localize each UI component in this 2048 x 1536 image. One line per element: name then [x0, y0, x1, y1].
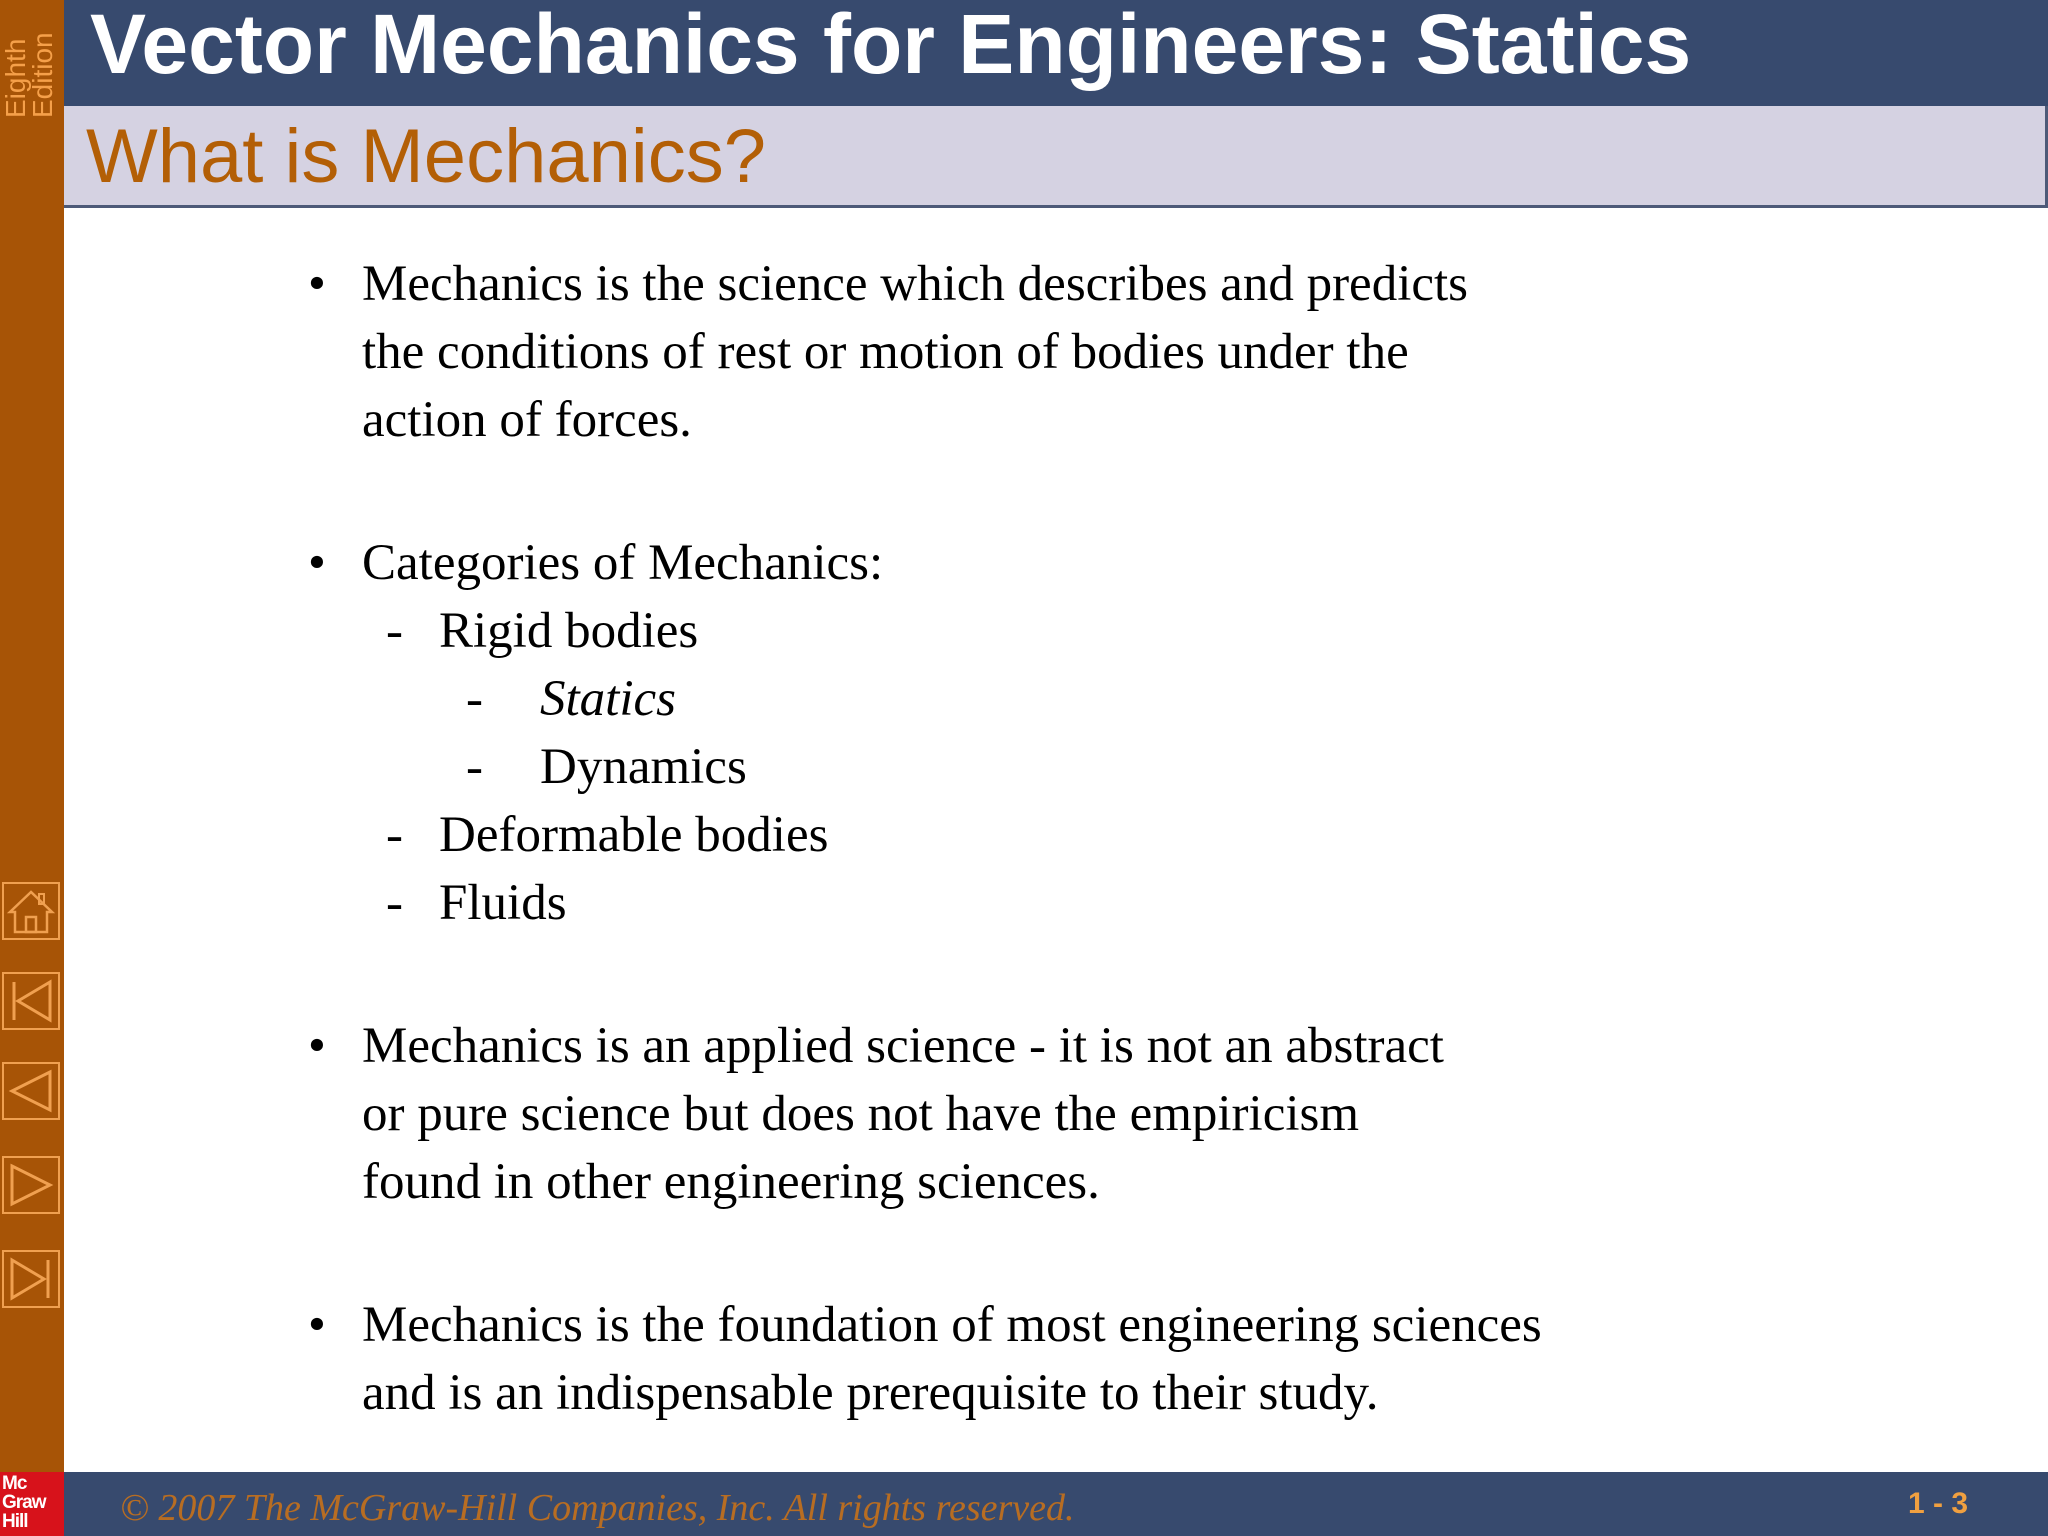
bullet-line: Mechanics is an applied science - it is not an abstract [362, 1018, 1444, 1074]
bullet-line: and is an indispensable prerequisite to their study. [362, 1365, 1379, 1421]
next-slide-button[interactable] [2, 1156, 60, 1214]
bullet-foundation [300, 1291, 1800, 1427]
category-rigid-bodies [300, 597, 1800, 665]
left-sidebar [0, 0, 64, 1536]
dash-marker: - [386, 807, 403, 863]
course-title: Vector Mechanics for Engineers: Statics [90, 0, 1692, 91]
edition-label [0, 0, 64, 120]
last-slide-button[interactable] [2, 1250, 60, 1308]
dash-marker: - [466, 671, 483, 727]
home-icon [4, 884, 58, 938]
previous-slide-icon [4, 1064, 58, 1118]
bullet-marker: • [308, 1018, 326, 1074]
copyright-notice: © 2007 The McGraw-Hill Companies, Inc. All rights reserved. [120, 1487, 1075, 1529]
bullet-marker: • [308, 256, 326, 312]
bullet-line: action of forces. [362, 392, 692, 448]
category-label: Fluids [439, 875, 567, 931]
bullet-line: found in other engineering sciences. [362, 1154, 1100, 1210]
category-label: Dynamics [540, 739, 747, 795]
category-statics [300, 665, 1800, 733]
category-label: Statics [540, 671, 676, 727]
slide-title: What is Mechanics? [86, 114, 767, 199]
home-button[interactable] [2, 882, 60, 940]
first-slide-icon [4, 974, 58, 1028]
bullet-marker: • [308, 535, 326, 591]
bullet-marker: • [308, 1297, 326, 1353]
bullet-applied-science [300, 1012, 1800, 1216]
category-label: Rigid bodies [439, 603, 699, 659]
dash-marker: - [466, 739, 483, 795]
bullet-line: the conditions of rest or motion of bodies under the [362, 324, 1409, 380]
mcgraw-hill-logo [0, 1472, 64, 1536]
previous-slide-button[interactable] [2, 1062, 60, 1120]
footer-bar [64, 1472, 2048, 1536]
bullet-line: Mechanics is the science which describes and predicts [362, 256, 1469, 312]
edition-line-2: Edition [27, 32, 58, 118]
dash-marker: - [386, 875, 403, 931]
dash-marker: - [386, 603, 403, 659]
category-fluids [300, 869, 1800, 937]
page-number: 1 - 3 [1907, 1487, 1968, 1520]
category-dynamics [300, 733, 1800, 801]
bullet-line: Categories of Mechanics: [362, 535, 884, 591]
edition-line-1: Eighth [0, 38, 31, 118]
header-bar [64, 0, 2048, 106]
bullet-line: Mechanics is the foundation of most engineering sciences [362, 1297, 1542, 1353]
category-deformable-bodies [300, 801, 1800, 869]
first-slide-button[interactable] [2, 972, 60, 1030]
logo-line-2: Graw [2, 1492, 46, 1513]
logo-line-3: Hill [2, 1511, 28, 1532]
last-slide-icon [4, 1252, 58, 1306]
logo-line-1: Mc [2, 1473, 27, 1494]
bullet-definition [300, 250, 1800, 454]
slide-content [300, 250, 1800, 1427]
bullet-categories [300, 529, 1800, 597]
next-slide-icon [4, 1158, 58, 1212]
category-label: Deformable bodies [439, 807, 829, 863]
bullet-line: or pure science but does not have the empiricism [362, 1086, 1360, 1142]
slide-title-band [64, 106, 2048, 208]
